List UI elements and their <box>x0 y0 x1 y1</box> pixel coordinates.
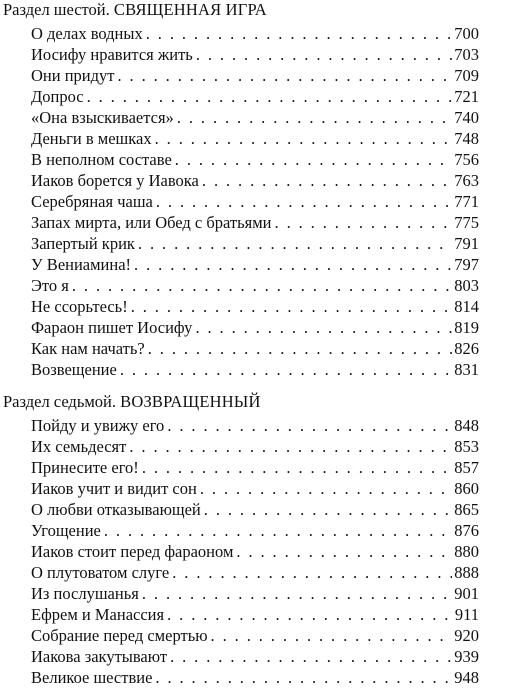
dot-leader <box>104 520 452 541</box>
toc-entry-page-number: 700 <box>454 24 479 43</box>
toc-entry-page-number: 703 <box>454 45 479 64</box>
section-heading-seven <box>3 392 261 412</box>
toc-entry <box>31 233 479 254</box>
toc-entry <box>31 436 479 457</box>
dot-leader <box>202 170 452 191</box>
toc-entry <box>31 646 479 667</box>
toc-entry-title: Фараон пишет Иосифу <box>31 318 193 337</box>
dot-leader <box>175 149 452 170</box>
dot-leader <box>275 212 453 233</box>
toc-entry-page-number: 831 <box>454 360 479 379</box>
dot-leader <box>131 296 453 317</box>
dot-leader <box>117 65 452 86</box>
toc-entry <box>31 625 479 646</box>
section-prefix: Раздел седьмой. <box>3 392 116 411</box>
dot-leader <box>134 254 452 275</box>
toc-entry-title: Принесите его! <box>31 458 139 477</box>
toc-entry <box>31 275 479 296</box>
toc-entry-title: Запах мирта, или Обед с братьями <box>31 213 272 232</box>
toc-entry-title: Иакова закутывают <box>31 647 168 666</box>
toc-entry <box>31 541 479 562</box>
toc-entry <box>31 44 479 65</box>
dot-leader <box>142 583 452 604</box>
dot-leader <box>156 191 452 212</box>
section-prefix: Раздел шестой. <box>3 0 110 19</box>
toc-entry <box>31 296 479 317</box>
section-title: СВЯЩЕННАЯ ИГРА <box>113 0 267 19</box>
toc-entry-page-number: 814 <box>454 297 479 316</box>
toc-entry-title: Иаков учит и видит сон <box>31 479 197 498</box>
dot-leader <box>204 499 452 520</box>
toc-entry-page-number: 803 <box>454 276 479 295</box>
dot-leader <box>120 359 452 380</box>
toc-entry-title: Ефрем и Манассия <box>31 605 165 624</box>
toc-entry <box>31 415 479 436</box>
toc-entry-title: Не ссорьтесь! <box>31 297 128 316</box>
toc-entry-title: Великое шествие <box>31 668 153 687</box>
dot-leader <box>167 604 453 625</box>
toc-entry <box>31 212 479 233</box>
dot-leader <box>200 478 452 499</box>
section-title: ВОЗВРАЩЕННЫЙ <box>120 392 261 411</box>
toc-entry-page-number: 709 <box>454 66 479 85</box>
toc-entry-page-number: 860 <box>454 479 479 498</box>
toc-entry-page-number: 791 <box>454 234 479 253</box>
toc-entry-title: О делах водных <box>31 24 143 43</box>
toc-entry <box>31 604 479 625</box>
toc-entry-title: Иосифу нравится жить <box>31 45 193 64</box>
dot-leader <box>236 541 452 562</box>
toc-entry-title: Иаков стоит перед фараоном <box>31 542 234 561</box>
toc-entry-title: Возвещение <box>31 360 117 379</box>
toc-entry-page-number: 920 <box>454 626 479 645</box>
dot-leader <box>170 646 452 667</box>
dot-leader <box>195 317 452 338</box>
dot-leader <box>72 275 452 296</box>
dot-leader <box>196 44 452 65</box>
toc-entry-page-number: 740 <box>454 108 479 127</box>
toc-entry-page-number: 775 <box>454 213 479 232</box>
toc-entry-title: Угощение <box>31 521 101 540</box>
toc-entry <box>31 128 479 149</box>
toc-entry <box>31 359 479 380</box>
toc-list-section-seven <box>31 415 479 688</box>
toc-entry-page-number: 865 <box>454 500 479 519</box>
dot-leader <box>172 562 452 583</box>
dot-leader <box>177 107 452 128</box>
dot-leader <box>167 415 452 436</box>
dot-leader <box>142 457 452 478</box>
toc-entry-page-number: 901 <box>454 584 479 603</box>
toc-entry-page-number: 771 <box>454 192 479 211</box>
toc-entry <box>31 520 479 541</box>
dot-leader <box>87 86 453 107</box>
toc-entry-page-number: 756 <box>454 150 479 169</box>
toc-entry-title: Иаков борется у Иавока <box>31 171 199 190</box>
toc-entry-title: Пойду и увижу его <box>31 416 165 435</box>
toc-entry <box>31 107 479 128</box>
toc-list-section-six <box>31 23 479 380</box>
toc-entry-page-number: 748 <box>454 129 479 148</box>
dot-leader <box>138 233 452 254</box>
toc-entry <box>31 86 479 107</box>
toc-entry-page-number: 911 <box>454 605 479 624</box>
toc-entry-title: Допрос <box>31 87 84 106</box>
toc-entry <box>31 254 479 275</box>
dot-leader <box>129 436 452 457</box>
toc-entry-title: Собрание перед смертью <box>31 626 208 645</box>
toc-entry-title: Они придут <box>31 66 115 85</box>
toc-entry-title: У Вениамина! <box>31 255 132 274</box>
toc-entry <box>31 478 479 499</box>
toc-entry-title: В неполном составе <box>31 150 172 169</box>
toc-entry-page-number: 880 <box>454 542 479 561</box>
toc-entry-title: «Она взыскивается» <box>31 108 174 127</box>
toc-entry-title: Из послушанья <box>31 584 139 603</box>
toc-entry <box>31 65 479 86</box>
toc-entry-title: Их семьдесят <box>31 437 127 456</box>
toc-entry-page-number: 888 <box>454 563 479 582</box>
toc-entry-title: Это я <box>31 276 69 295</box>
toc-entry <box>31 499 479 520</box>
toc-entry-page-number: 826 <box>454 339 479 358</box>
dot-leader <box>148 338 453 359</box>
toc-entry-title: О плутоватом слуге <box>31 563 170 582</box>
toc-entry-page-number: 876 <box>454 521 479 540</box>
toc-entry-title: Запертый крик <box>31 234 135 253</box>
toc-entry <box>31 23 479 44</box>
toc-entry-title: Серебряная чаша <box>31 192 153 211</box>
toc-entry-page-number: 763 <box>454 171 479 190</box>
toc-entry <box>31 457 479 478</box>
toc-entry-title: Деньги в мешках <box>31 129 152 148</box>
toc-entry-page-number: 797 <box>454 255 479 274</box>
toc-entry <box>31 170 479 191</box>
toc-entry-page-number: 853 <box>454 437 479 456</box>
toc-entry <box>31 338 479 359</box>
toc-entry <box>31 317 479 338</box>
toc-entry-page-number: 948 <box>454 668 479 687</box>
toc-entry <box>31 191 479 212</box>
toc-entry-page-number: 857 <box>454 458 479 477</box>
toc-entry-title: О любви отказывающей <box>31 500 201 519</box>
toc-entry-page-number: 939 <box>454 647 479 666</box>
toc-entry-title: Как нам начать? <box>31 339 145 358</box>
toc-entry-page-number: 819 <box>454 318 479 337</box>
toc-entry <box>31 149 479 170</box>
toc-entry-page-number: 721 <box>454 87 479 106</box>
section-heading-six <box>3 0 267 20</box>
toc-entry <box>31 583 479 604</box>
toc-entry-page-number: 848 <box>454 416 479 435</box>
toc-entry <box>31 562 479 583</box>
dot-leader <box>211 625 453 646</box>
dot-leader <box>146 23 453 44</box>
dot-leader <box>155 128 453 149</box>
